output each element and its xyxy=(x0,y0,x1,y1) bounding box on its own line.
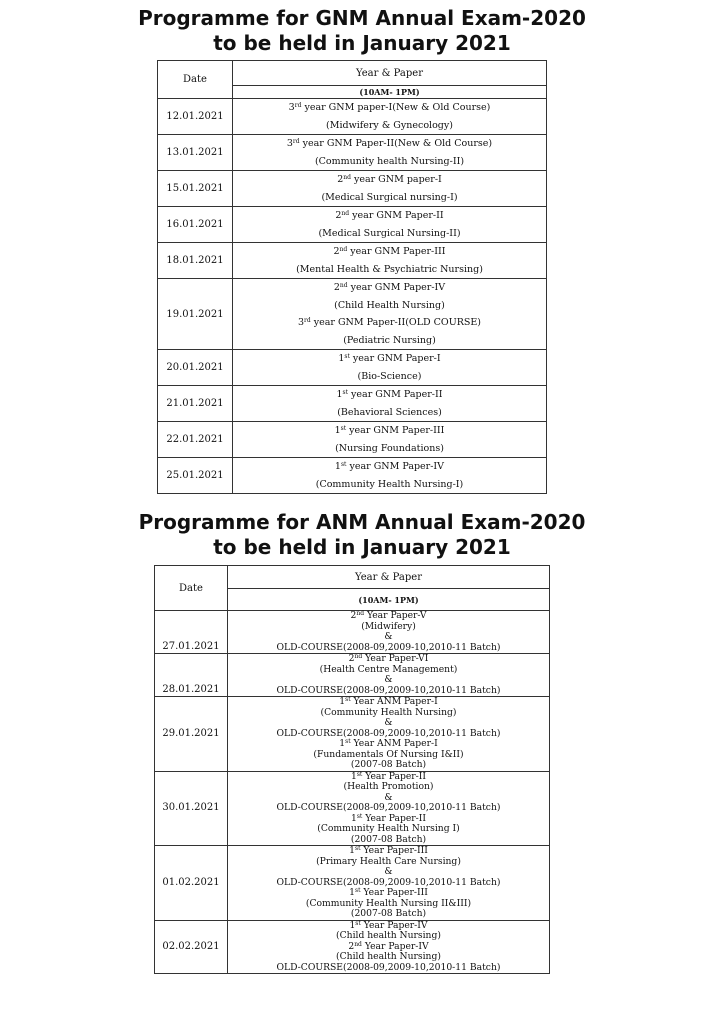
gnm-exam-paper xyxy=(233,422,547,458)
gnm-schedule-table xyxy=(157,60,547,494)
gnm-exam-paper xyxy=(233,386,547,422)
gnm-exam-row xyxy=(158,99,547,135)
anm-exam-date: 02.02.2021 xyxy=(155,920,228,974)
gnm-title xyxy=(0,6,724,56)
anm-paper-line: (Community Health Nursing I) xyxy=(317,823,460,834)
gnm-exam-row xyxy=(158,350,547,386)
gnm-paper-line: 1st year GNM Paper-III xyxy=(334,425,445,436)
anm-header-date: Date xyxy=(155,566,228,611)
gnm-exam-date: 25.01.2021 xyxy=(158,458,233,494)
anm-paper-line: (Primary Health Care Nursing) xyxy=(316,855,461,867)
anm-paper-line: (Community Health Nursing) xyxy=(320,706,457,718)
gnm-exam-paper xyxy=(233,458,547,494)
anm-schedule-table xyxy=(154,565,550,974)
anm-exam-row xyxy=(155,654,550,697)
anm-paper-line: OLD-COURSE(2008-09,2009-10,2010-11 Batch) xyxy=(276,961,501,973)
anm-paper-line: OLD-COURSE(2008-09,2009-10,2010-11 Batch) xyxy=(276,684,501,696)
gnm-header-paper: Year & Paper xyxy=(233,61,547,86)
anm-paper-line: & xyxy=(384,631,393,642)
anm-paper-line: (Community Health Nursing II&III) xyxy=(305,897,472,909)
gnm-paper-line: (Pediatric Nursing) xyxy=(343,334,436,346)
anm-exam-date: 30.01.2021 xyxy=(155,771,228,846)
gnm-paper-line: 2nd year GNM Paper-II xyxy=(335,210,444,221)
anm-header-row xyxy=(155,566,550,589)
gnm-paper-line: 1st year GNM Paper-IV xyxy=(334,461,445,472)
gnm-paper-line: (Mental Health & Psychiatric Nursing) xyxy=(296,263,483,275)
gnm-exam-paper xyxy=(233,99,547,135)
gnm-exam-date: 19.01.2021 xyxy=(158,279,233,350)
gnm-paper-line: (Nursing Foundations) xyxy=(335,442,444,454)
gnm-title-line2: to be held in January 2021 xyxy=(213,31,511,55)
gnm-header-time: (10AM- 1PM) xyxy=(233,86,547,99)
gnm-exam-row xyxy=(158,135,547,171)
gnm-paper-line: (Medical Surgical nursing-I) xyxy=(321,191,458,203)
anm-paper-line: & xyxy=(384,866,393,877)
gnm-exam-row xyxy=(158,386,547,422)
gnm-exam-row xyxy=(158,243,547,279)
anm-paper-line: 1st Year ANM Paper-I xyxy=(339,696,438,707)
gnm-paper-line: (Medical Surgical Nursing-II) xyxy=(318,227,461,239)
anm-paper-line: 2nd Year Paper-IV xyxy=(348,940,429,952)
anm-exam-date: 28.01.2021 xyxy=(155,654,228,697)
gnm-exam-date: 22.01.2021 xyxy=(158,422,233,458)
gnm-paper-line: (Behavioral Sciences) xyxy=(337,406,442,418)
anm-paper-line: (Health Promotion) xyxy=(343,781,434,792)
gnm-exam-row xyxy=(158,279,547,350)
gnm-paper-line: (Community health Nursing-II) xyxy=(314,155,465,167)
anm-exam-paper xyxy=(228,846,550,921)
anm-title xyxy=(0,510,724,560)
gnm-paper-line: (Midwifery & Gynecology) xyxy=(326,119,453,131)
anm-paper-line: 1st Year Paper-III xyxy=(349,845,428,856)
gnm-exam-paper xyxy=(233,135,547,171)
anm-paper-line: & xyxy=(384,674,393,685)
gnm-exam-row xyxy=(158,171,547,207)
anm-paper-line: (Midwifery) xyxy=(361,620,416,632)
anm-paper-line: 2nd Year Paper-VI xyxy=(348,653,429,664)
anm-paper-line: OLD-COURSE(2008-09,2009-10,2010-11 Batch) xyxy=(276,727,501,739)
gnm-exam-paper xyxy=(233,243,547,279)
gnm-exam-date: 15.01.2021 xyxy=(158,171,233,207)
gnm-paper-line: 2nd year GNM paper-I xyxy=(337,174,442,185)
anm-exam-paper xyxy=(228,697,550,772)
gnm-paper-line: 2nd year GNM Paper-III xyxy=(333,246,446,257)
anm-exam-paper xyxy=(228,611,550,654)
gnm-paper-line: (Child Health Nursing) xyxy=(334,299,445,311)
anm-paper-line: OLD-COURSE(2008-09,2009-10,2010-11 Batch) xyxy=(276,802,501,813)
anm-paper-line: OLD-COURSE(2008-09,2009-10,2010-11 Batch) xyxy=(276,876,501,888)
anm-exam-date: 27.01.2021 xyxy=(155,611,228,654)
anm-paper-line: (Health Centre Management) xyxy=(319,663,458,675)
anm-exam-row xyxy=(155,611,550,654)
gnm-exam-paper xyxy=(233,171,547,207)
anm-exam-paper xyxy=(228,771,550,846)
anm-exam-date: 01.02.2021 xyxy=(155,846,228,921)
anm-paper-line: 1st Year ANM Paper-I xyxy=(339,738,438,749)
anm-paper-line: OLD-COURSE(2008-09,2009-10,2010-11 Batch) xyxy=(276,641,501,653)
gnm-exam-date: 16.01.2021 xyxy=(158,207,233,243)
gnm-exam-paper xyxy=(233,207,547,243)
anm-paper-line: (2007-08 Batch) xyxy=(350,759,427,770)
gnm-paper-line: (Community Health Nursing-I) xyxy=(315,478,464,490)
gnm-paper-line: 2nd year GNM Paper-IV xyxy=(333,282,446,293)
anm-exam-row xyxy=(155,920,550,974)
anm-exam-row xyxy=(155,846,550,921)
gnm-exam-date: 20.01.2021 xyxy=(158,350,233,386)
gnm-exam-date: 12.01.2021 xyxy=(158,99,233,135)
anm-exam-row xyxy=(155,697,550,772)
anm-paper-line: (Child health Nursing) xyxy=(336,951,441,962)
gnm-paper-line: 1st year GNM Paper-I xyxy=(338,353,441,364)
anm-paper-line: (2007-08 Batch) xyxy=(350,908,427,919)
anm-paper-line: & xyxy=(384,717,393,728)
gnm-exam-paper xyxy=(233,350,547,386)
anm-title-line2: to be held in January 2021 xyxy=(213,535,511,559)
anm-paper-line: 1st Year Paper-II xyxy=(350,812,427,824)
anm-paper-line: & xyxy=(384,791,393,803)
gnm-exam-row xyxy=(158,207,547,243)
gnm-paper-line: 3rd year GNM Paper-II(OLD COURSE) xyxy=(297,317,482,328)
gnm-exam-row xyxy=(158,422,547,458)
anm-paper-line: (Child health Nursing) xyxy=(336,930,441,941)
anm-paper-line: 2nd Year Paper-V xyxy=(350,610,427,621)
gnm-paper-line: (Bio-Science) xyxy=(357,370,422,382)
anm-header-time: (10AM- 1PM) xyxy=(228,589,550,611)
anm-exam-date: 29.01.2021 xyxy=(155,697,228,772)
anm-header-paper: Year & Paper xyxy=(228,566,550,589)
anm-exam-row xyxy=(155,771,550,846)
gnm-exam-row xyxy=(158,458,547,494)
anm-paper-line: (2007-08 Batch) xyxy=(350,833,427,845)
gnm-paper-line: 3rd year GNM Paper-II(New & Old Course) xyxy=(286,138,493,149)
anm-paper-line: 1st Year Paper-IV xyxy=(349,919,428,931)
gnm-header-row xyxy=(158,61,547,86)
gnm-header-date: Date xyxy=(158,61,233,99)
gnm-exam-date: 18.01.2021 xyxy=(158,243,233,279)
gnm-paper-line: 1st year GNM Paper-II xyxy=(336,389,443,400)
anm-paper-line: 1st Year Paper-III xyxy=(349,887,428,898)
gnm-exam-date: 13.01.2021 xyxy=(158,135,233,171)
anm-exam-paper xyxy=(228,920,550,974)
anm-paper-line: (Fundamentals Of Nursing I&II) xyxy=(313,748,464,760)
anm-title-line1: Programme for ANM Annual Exam-2020 xyxy=(138,510,586,534)
anm-exam-paper xyxy=(228,654,550,697)
gnm-title-line1: Programme for GNM Annual Exam-2020 xyxy=(138,6,586,30)
gnm-exam-paper xyxy=(233,279,547,350)
gnm-exam-date: 21.01.2021 xyxy=(158,386,233,422)
gnm-paper-line: 3rd year GNM paper-I(New & Old Course) xyxy=(288,102,491,113)
anm-paper-line: 1st Year Paper-II xyxy=(350,770,427,782)
